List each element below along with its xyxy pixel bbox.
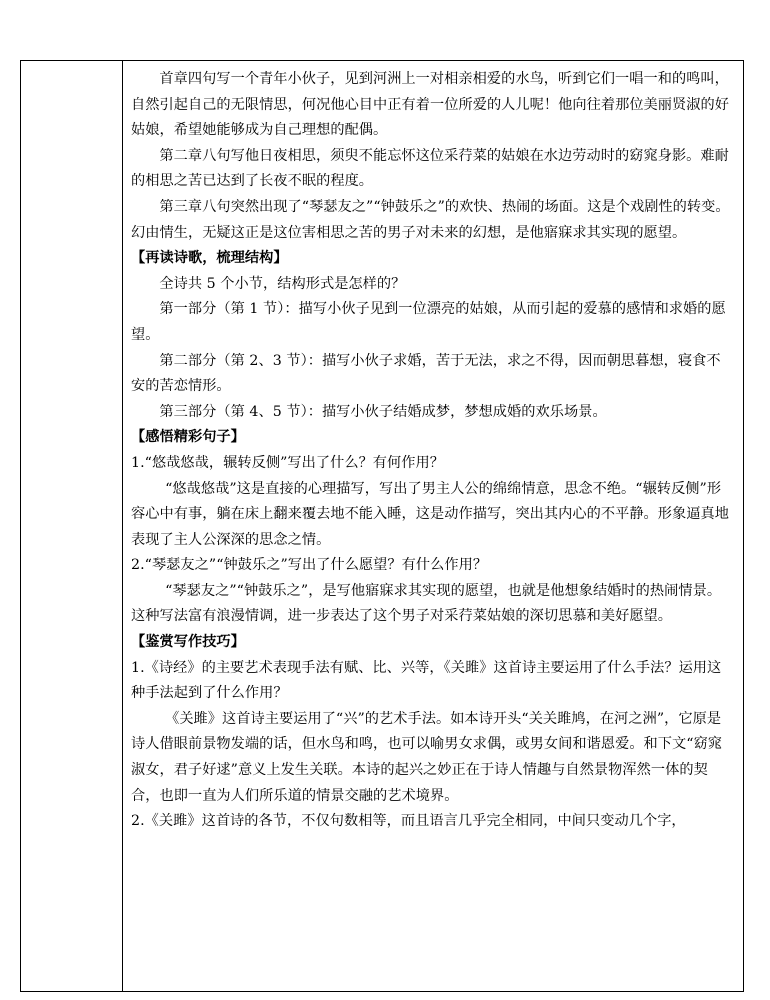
section-heading: 【再读诗歌，梳理结构】 <box>131 250 288 267</box>
paragraph: 第二部分（第 2、3 节）：描写小伙子求婚，苦于无法，求之不得，因而朝思暮想，寝食不安的苦恋情形。 <box>131 352 721 395</box>
paragraph: 第一部分（第 1 节）：描写小伙子见到一位漂亮的姑娘，从而引起的爱慕的感情和求婚的愿望。 <box>131 301 726 343</box>
paragraph: “悠哉悠哉”这是直接的心理描写，写出了男主人公的绵绵情意，思念不绝。“辗转反侧”形容心中有事，躺在床上翻来覆去地不能入睡，这是动作描写，突出其内心的不平静。形象逼真地表现了主人公深深的思念之情。 <box>131 480 729 548</box>
paragraph: 2.《关雎》这首诗的各节，不仅句数相等，而且语言几乎完全相同，中间只变动几个字， <box>131 813 686 830</box>
paragraph: 第二章八句写他日夜相思，须臾不能忘怀这位采荇菜的姑娘在水边劳动时的窈窕身影。难耐的相思之苦已达到了长夜不眠的程度。 <box>131 147 729 190</box>
paragraph: 首章四句写一个青年小伙子，见到河洲上一对相亲相爱的水鸟，听到它们一唱一和的鸣叫，自然引起自己的无限情思，何况他心目中正有着一位所爱的人儿呢！他向往着那位美丽贤淑的好姑娘，希望她能够成为自己理想的配偶。 <box>131 71 729 139</box>
paragraph: 1.《诗经》的主要艺术表现手法有赋、比、兴等，《关雎》这首诗主要运用了什么手法？运用这种手法起到了什么作用？ <box>131 659 722 702</box>
paragraph: 《关雎》这首诗主要运用了“兴”的艺术手法。如本诗开头“关关雎鸠，在河之洲”，它原是诗人借眼前景物发端的话，但水鸟和鸣，也可以喻男女求偶，或男女间和谐恩爱。和下文“窈窕淑女，君子好逑”意义上发生关联。本诗的起兴之妙正在于诗人情趣与自然景物浑然一体的契合，也即一直为人们所乐道的情景交融的艺术境界。 <box>131 710 723 804</box>
paragraph: 2.“琴瑟友之”“钟鼓乐之”写出了什么愿望？有什么作用？ <box>131 557 488 574</box>
document-table <box>20 60 744 992</box>
paragraph: 1.“悠哉悠哉，辗转反侧”写出了什么？有何作用？ <box>131 454 444 471</box>
section-heading: 【感悟精彩句子】 <box>131 429 245 446</box>
table-left-column <box>21 61 123 991</box>
paragraph: 第三章八句突然出现了“琴瑟友之”“钟鼓乐之”的欢快、热闹的场面。这是个戏剧性的转变。幻由情生，无疑这正是这位害相思之苦的男子对未来的幻想，是他寤寐求其实现的愿望。 <box>131 198 730 241</box>
paragraph: 第三部分（第 4、5 节）：描写小伙子结婚成梦，梦想成婚的欢乐场景。 <box>159 403 607 420</box>
paragraph: “琴瑟友之”“钟鼓乐之”，是写他寤寐求其实现的愿望，也就是他想象结婚时的热闹情景。这种写法富有浪漫情调，进一步表达了这个男子对采荇菜姑娘的深切思慕和美好愿望。 <box>131 582 722 625</box>
section-heading: 【鉴赏写作技巧】 <box>131 634 245 651</box>
table-content-cell <box>131 67 731 835</box>
paragraph: 全诗共 5 个小节，结构形式是怎样的？ <box>159 275 406 292</box>
